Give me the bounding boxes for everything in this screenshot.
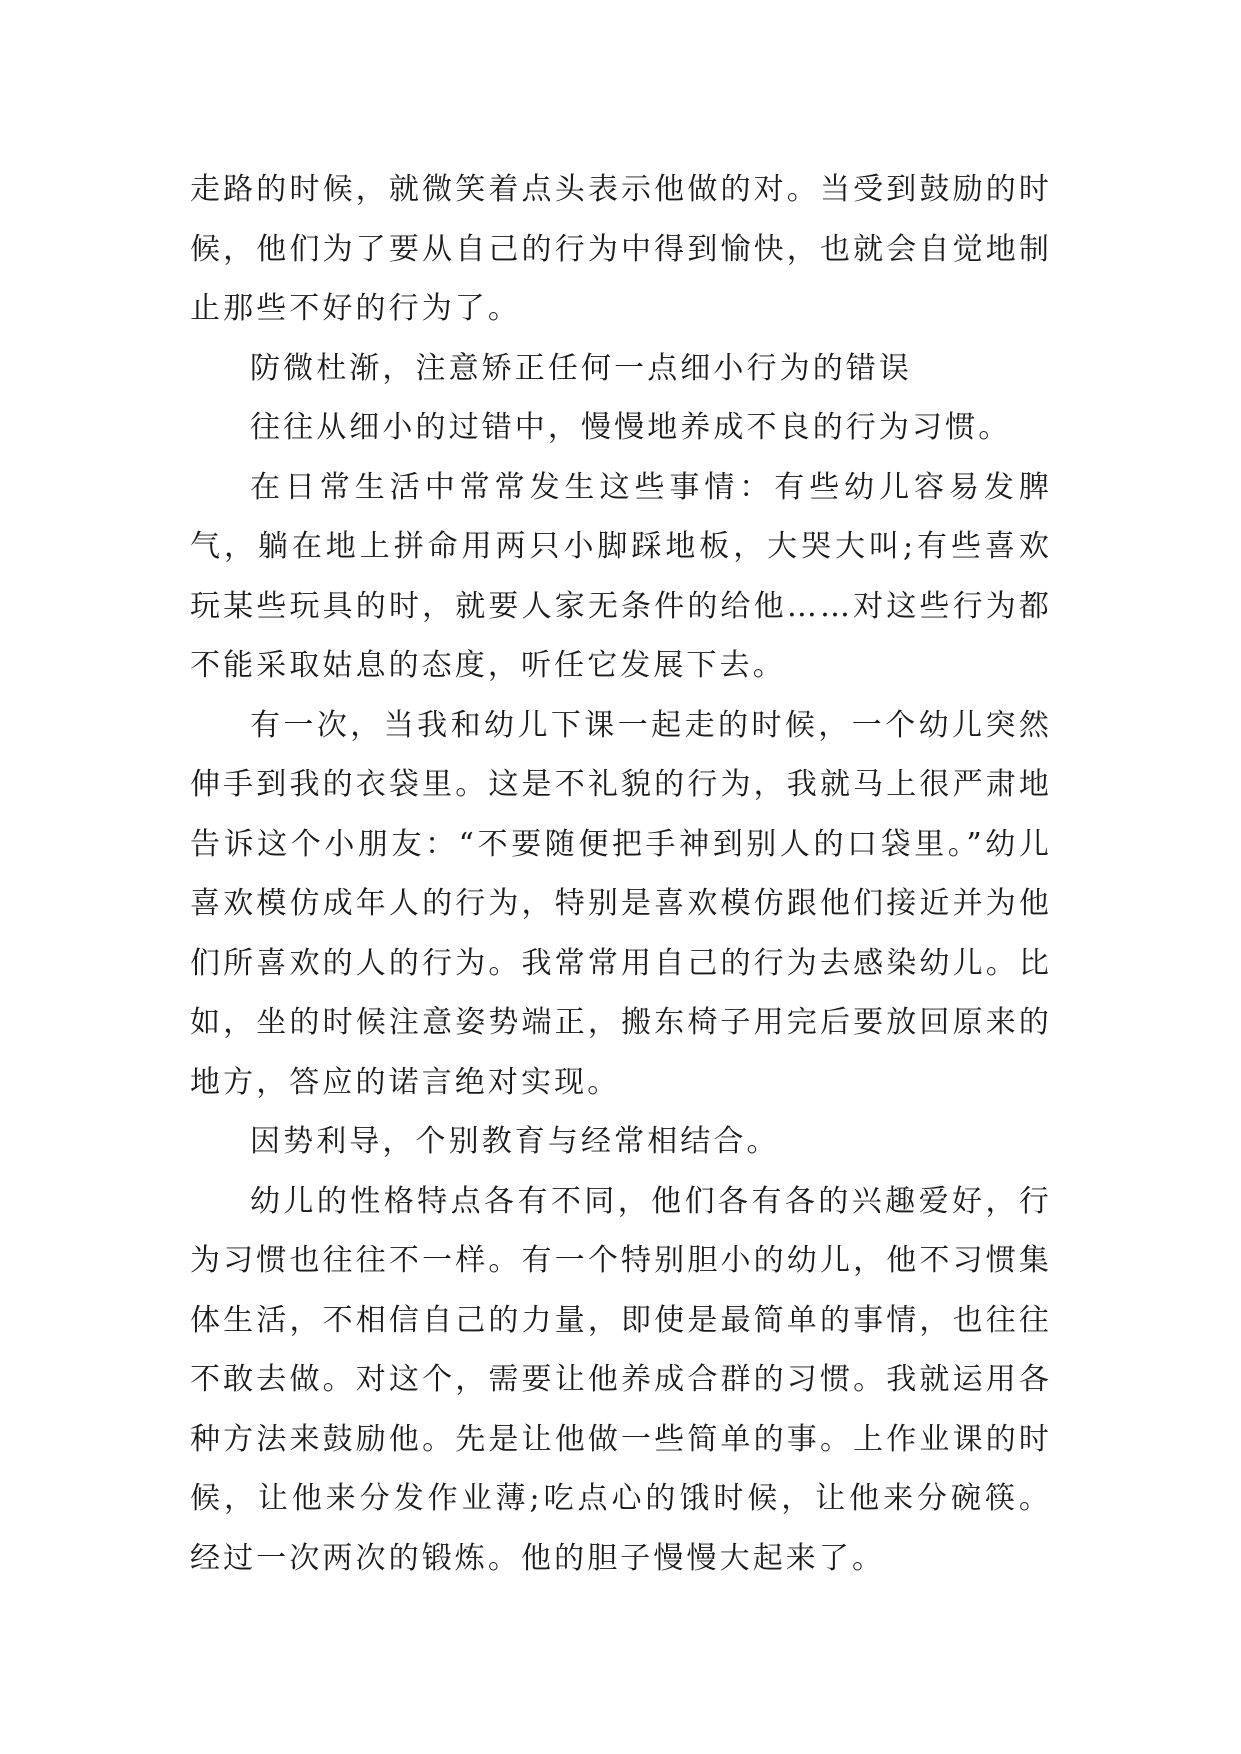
paragraph: 在日常生活中常常发生这些事情：有些幼儿容易发脾气，躺在地上拼命用两只小脚踩地板，大哭大叫;有些喜欢玩某些玩具的时，就要人家无条件的给他……对这些行为都不能采取姑息的态度，听任它发展下去。 (190, 469, 1052, 683)
paragraph: 有一次，当我和幼儿下课一起走的时候，一个幼儿突然伸手到我的衣袋里。这是不礼貌的行为，我就马上很严肃地告诉这个小朋友：“不要随便把手神到别人的口袋里。”幼儿喜欢模仿成年人的行为，特别是喜欢模仿跟他们接近并为他们所喜欢的人的行为。我常常用自己的行为去感染幼儿。比如，坐的时候注意姿势端正，搬东椅子用完后要放回原来的地方，答应的诺言绝对实现。 (190, 707, 1052, 1100)
paragraph-heading-prevention: 防微杜渐，注意矫正任何一点细小行为的错误 (250, 350, 912, 386)
paragraph-continuation: 走路的时候，就微笑着点头表示他做的对。当受到鼓励的时候，他们为了要从自己的行为中得到愉快，也就会自觉地制止那些不好的行为了。 (190, 172, 1052, 326)
paragraph-heading-guidance: 因势利导，个别教育与经常相结合。 (250, 1124, 780, 1159)
document-body (190, 160, 1052, 1588)
paragraph: 幼儿的性格特点各有不同，他们各有各的兴趣爱好，行为习惯也往往不一样。有一个特别胆小的幼儿，他不习惯集体生活，不相信自己的力量，即使是最简单的事情，也往往不敢去做。对这个，需要让他养成合群的习惯。我就运用各种方法来鼓励他。先是让他做一些简单的事。上作业课的时候，让他来分发作业薄;吃点心的饿时候，让他来分碗筷。经过一次两次的锻炼。他的胆子慢慢大起来了。 (190, 1183, 1052, 1576)
paragraph: 往往从细小的过错中，慢慢地养成不良的行为习惯。 (250, 410, 1012, 445)
